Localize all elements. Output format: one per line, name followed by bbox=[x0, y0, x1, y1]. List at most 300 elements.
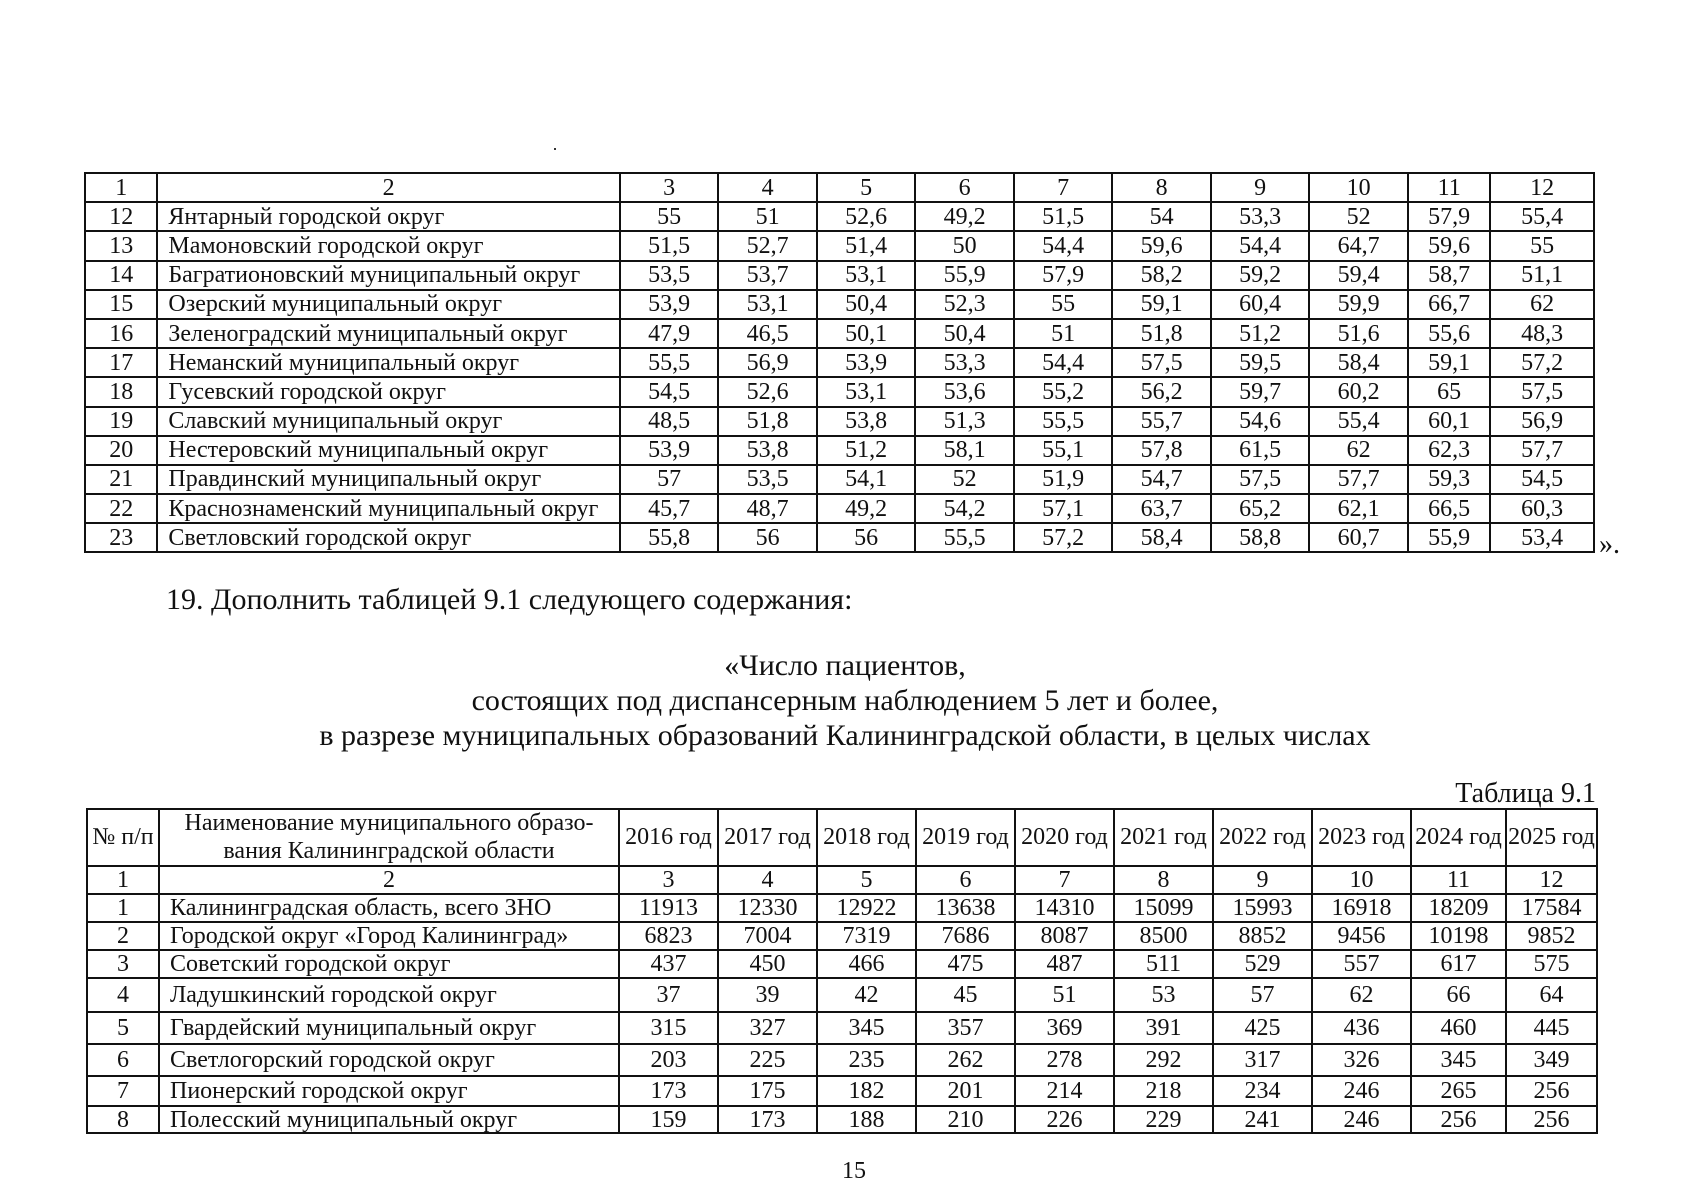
value-cell: 10 bbox=[1312, 866, 1411, 894]
value-cell: 159 bbox=[619, 1106, 718, 1133]
value-cell: 12330 bbox=[718, 894, 817, 922]
name-cell: Правдинский муниципальный округ bbox=[157, 465, 619, 494]
value-cell: 357 bbox=[916, 1012, 1015, 1044]
value-cell: 52,3 bbox=[915, 290, 1014, 319]
value-cell: 182 bbox=[817, 1076, 916, 1106]
value-cell: 55,8 bbox=[620, 523, 719, 552]
column-number-row bbox=[85, 173, 1594, 202]
value-cell: 53,9 bbox=[620, 290, 719, 319]
name-cell: Краснознаменский муниципальный округ bbox=[157, 494, 619, 523]
value-cell: 65 bbox=[1408, 377, 1490, 406]
name-cell: Гусевский городской округ bbox=[157, 377, 619, 406]
value-cell: 57,1 bbox=[1014, 494, 1113, 523]
name-cell: Славский муниципальный округ bbox=[157, 407, 619, 436]
value-cell: 59,1 bbox=[1112, 290, 1211, 319]
value-cell: 51,2 bbox=[817, 436, 916, 465]
value-cell: 58,4 bbox=[1309, 348, 1408, 377]
value-cell: 55,5 bbox=[1014, 407, 1113, 436]
value-cell: 2025 год bbox=[1506, 809, 1597, 866]
value-cell: 292 bbox=[1114, 1044, 1213, 1076]
name-cell: Городской округ «Город Калининград» bbox=[159, 922, 619, 950]
value-cell: 6 bbox=[916, 866, 1015, 894]
value-cell: 58,8 bbox=[1211, 523, 1310, 552]
number-cell: 1 bbox=[87, 894, 159, 922]
table-row bbox=[85, 494, 1594, 523]
value-cell: 53 bbox=[1114, 978, 1213, 1012]
value-cell: 2019 год bbox=[916, 809, 1015, 866]
value-cell: 58,4 bbox=[1112, 523, 1211, 552]
number-cell: 8 bbox=[87, 1106, 159, 1133]
value-cell: 45,7 bbox=[620, 494, 719, 523]
value-cell: 48,5 bbox=[620, 407, 719, 436]
name-cell: Светловский городской округ bbox=[157, 523, 619, 552]
value-cell: 2021 год bbox=[1114, 809, 1213, 866]
value-cell: 234 bbox=[1213, 1076, 1312, 1106]
value-cell: 55 bbox=[620, 202, 719, 231]
table-row bbox=[87, 1106, 1597, 1133]
table-row bbox=[85, 319, 1594, 348]
value-cell: 39 bbox=[718, 978, 817, 1012]
table-row bbox=[85, 465, 1594, 494]
value-cell: 210 bbox=[916, 1106, 1015, 1133]
value-cell: 57,9 bbox=[1408, 202, 1490, 231]
value-cell: 55,4 bbox=[1309, 407, 1408, 436]
value-cell: 57,5 bbox=[1490, 377, 1594, 406]
value-cell: 58,7 bbox=[1408, 261, 1490, 290]
table-row bbox=[87, 978, 1597, 1012]
value-cell: 201 bbox=[916, 1076, 1015, 1106]
value-cell: 17584 bbox=[1506, 894, 1597, 922]
value-cell: 52,7 bbox=[718, 231, 817, 260]
value-cell: 9456 bbox=[1312, 922, 1411, 950]
value-cell: 229 bbox=[1114, 1106, 1213, 1133]
table-9-1 bbox=[86, 808, 1598, 1134]
value-cell: 58,2 bbox=[1112, 261, 1211, 290]
value-cell: 13638 bbox=[916, 894, 1015, 922]
value-cell: 59,1 bbox=[1408, 348, 1490, 377]
value-cell: 557 bbox=[1312, 950, 1411, 978]
value-cell: 50,4 bbox=[817, 290, 916, 319]
value-cell: 203 bbox=[619, 1044, 718, 1076]
value-cell: 437 bbox=[619, 950, 718, 978]
table-label: Таблица 9.1 bbox=[1455, 778, 1596, 809]
value-cell: 54,1 bbox=[817, 465, 916, 494]
value-cell: 278 bbox=[1015, 1044, 1114, 1076]
value-cell: 9 bbox=[1213, 866, 1312, 894]
value-cell: 349 bbox=[1506, 1044, 1597, 1076]
value-cell: 58,1 bbox=[915, 436, 1014, 465]
page-number: 15 bbox=[842, 1158, 866, 1184]
value-cell: 14310 bbox=[1015, 894, 1114, 922]
value-cell: 55,7 bbox=[1112, 407, 1211, 436]
title-line: состоящих под диспансерным наблюдением 5 лет и более, bbox=[471, 684, 1219, 717]
value-cell: 7319 bbox=[817, 922, 916, 950]
value-cell: 51,3 bbox=[915, 407, 1014, 436]
number-cell: 20 bbox=[85, 436, 157, 465]
value-cell: 55,5 bbox=[620, 348, 719, 377]
number-cell: 14 bbox=[85, 261, 157, 290]
value-cell: 218 bbox=[1114, 1076, 1213, 1106]
table-row bbox=[85, 290, 1594, 319]
value-cell: 2017 год bbox=[718, 809, 817, 866]
value-cell: 175 bbox=[718, 1076, 817, 1106]
value-cell: 66,7 bbox=[1408, 290, 1490, 319]
value-cell: 53,9 bbox=[817, 348, 916, 377]
value-cell: 617 bbox=[1411, 950, 1506, 978]
value-cell: 10198 bbox=[1411, 922, 1506, 950]
value-cell: 8 bbox=[1114, 866, 1213, 894]
value-cell: 62,1 bbox=[1309, 494, 1408, 523]
value-cell: 54,5 bbox=[1490, 465, 1594, 494]
value-cell: 15993 bbox=[1213, 894, 1312, 922]
value-cell: 425 bbox=[1213, 1012, 1312, 1044]
value-cell: 53,1 bbox=[817, 377, 916, 406]
value-cell: 53,4 bbox=[1490, 523, 1594, 552]
value-cell: 55,4 bbox=[1490, 202, 1594, 231]
value-cell: 327 bbox=[718, 1012, 817, 1044]
value-cell: 50 bbox=[915, 231, 1014, 260]
value-cell: 8087 bbox=[1015, 922, 1114, 950]
value-cell: 51,2 bbox=[1211, 319, 1310, 348]
value-cell: 54 bbox=[1112, 202, 1211, 231]
value-cell: 256 bbox=[1506, 1106, 1597, 1133]
table-row bbox=[85, 436, 1594, 465]
value-cell: 54,4 bbox=[1211, 231, 1310, 260]
value-cell: 55,2 bbox=[1014, 377, 1113, 406]
name-cell: Ладушкинский городской округ bbox=[159, 978, 619, 1012]
value-cell: 51,9 bbox=[1014, 465, 1113, 494]
value-cell: 54,5 bbox=[620, 377, 719, 406]
value-cell: 57,5 bbox=[1112, 348, 1211, 377]
value-cell: 49,2 bbox=[817, 494, 916, 523]
value-cell: 51,8 bbox=[718, 407, 817, 436]
value-cell: 60,3 bbox=[1490, 494, 1594, 523]
value-cell: 59,6 bbox=[1112, 231, 1211, 260]
value-cell: 59,2 bbox=[1211, 261, 1310, 290]
value-cell: 2023 год bbox=[1312, 809, 1411, 866]
number-cell: 5 bbox=[87, 1012, 159, 1044]
table-row bbox=[87, 1044, 1597, 1076]
value-cell: 37 bbox=[619, 978, 718, 1012]
value-cell: 56,2 bbox=[1112, 377, 1211, 406]
number-cell: 12 bbox=[85, 202, 157, 231]
value-cell: 61,5 bbox=[1211, 436, 1310, 465]
value-cell: 55 bbox=[1014, 290, 1113, 319]
value-cell: 475 bbox=[916, 950, 1015, 978]
value-cell: 59,7 bbox=[1211, 377, 1310, 406]
value-cell: 42 bbox=[817, 978, 916, 1012]
value-cell: 317 bbox=[1213, 1044, 1312, 1076]
value-cell: 265 bbox=[1411, 1076, 1506, 1106]
value-cell: 326 bbox=[1312, 1044, 1411, 1076]
value-cell: 64,7 bbox=[1309, 231, 1408, 260]
value-cell: 54,4 bbox=[1014, 348, 1113, 377]
header-row bbox=[87, 809, 1597, 866]
value-cell: 56 bbox=[718, 523, 817, 552]
value-cell: 8500 bbox=[1114, 922, 1213, 950]
table-row bbox=[87, 1012, 1597, 1044]
value-cell: 56,9 bbox=[1490, 407, 1594, 436]
value-cell: 4 bbox=[718, 173, 817, 202]
number-cell: 13 bbox=[85, 231, 157, 260]
value-cell: 62 bbox=[1490, 290, 1594, 319]
value-cell: 57,5 bbox=[1211, 465, 1310, 494]
value-cell: 52 bbox=[915, 465, 1014, 494]
value-cell: 2016 год bbox=[619, 809, 718, 866]
value-cell: 53,6 bbox=[915, 377, 1014, 406]
value-cell: 55 bbox=[1490, 231, 1594, 260]
number-cell: 15 bbox=[85, 290, 157, 319]
value-cell: 9852 bbox=[1506, 922, 1597, 950]
value-cell: 57,9 bbox=[1014, 261, 1113, 290]
value-cell: 59,4 bbox=[1309, 261, 1408, 290]
value-cell: 487 bbox=[1015, 950, 1114, 978]
name-cell: Нестеровский муниципальный округ bbox=[157, 436, 619, 465]
value-cell: 51,1 bbox=[1490, 261, 1594, 290]
value-cell: 57 bbox=[1213, 978, 1312, 1012]
table-row bbox=[85, 348, 1594, 377]
value-cell: 57,2 bbox=[1490, 348, 1594, 377]
value-cell: 173 bbox=[718, 1106, 817, 1133]
value-cell: 48,7 bbox=[718, 494, 817, 523]
value-cell: 436 bbox=[1312, 1012, 1411, 1044]
value-cell: 66,5 bbox=[1408, 494, 1490, 523]
value-cell: 50,1 bbox=[817, 319, 916, 348]
value-cell: 62 bbox=[1312, 978, 1411, 1012]
value-cell: 60,1 bbox=[1408, 407, 1490, 436]
value-cell: 369 bbox=[1015, 1012, 1114, 1044]
value-cell: 8 bbox=[1112, 173, 1211, 202]
name-cell: 2 bbox=[159, 866, 619, 894]
value-cell: 53,3 bbox=[1211, 202, 1310, 231]
value-cell: 2022 год bbox=[1213, 809, 1312, 866]
value-cell: 226 bbox=[1015, 1106, 1114, 1133]
value-cell: 188 bbox=[817, 1106, 916, 1133]
value-cell: 59,5 bbox=[1211, 348, 1310, 377]
value-cell: 57,7 bbox=[1490, 436, 1594, 465]
value-cell: 51,4 bbox=[817, 231, 916, 260]
value-cell: 15099 bbox=[1114, 894, 1213, 922]
name-cell: Полесский муниципальный округ bbox=[159, 1106, 619, 1133]
table-row bbox=[85, 231, 1594, 260]
value-cell: 7686 bbox=[916, 922, 1015, 950]
value-cell: 7 bbox=[1014, 173, 1113, 202]
value-cell: 460 bbox=[1411, 1012, 1506, 1044]
value-cell: 55,9 bbox=[915, 261, 1014, 290]
value-cell: 18209 bbox=[1411, 894, 1506, 922]
value-cell: 56 bbox=[817, 523, 916, 552]
name-cell: Советский городской округ bbox=[159, 950, 619, 978]
value-cell: 54,6 bbox=[1211, 407, 1310, 436]
table-row bbox=[85, 261, 1594, 290]
name-cell: Калининградская область, всего ЗНО bbox=[159, 894, 619, 922]
value-cell: 50,4 bbox=[915, 319, 1014, 348]
value-cell: 5 bbox=[817, 173, 916, 202]
value-cell: 54,2 bbox=[915, 494, 1014, 523]
value-cell: 4 bbox=[718, 866, 817, 894]
value-cell: 3 bbox=[620, 173, 719, 202]
number-cell: 17 bbox=[85, 348, 157, 377]
value-cell: 11913 bbox=[619, 894, 718, 922]
value-cell: 59,6 bbox=[1408, 231, 1490, 260]
value-cell: 49,2 bbox=[915, 202, 1014, 231]
name-cell: Светлогорский городской округ bbox=[159, 1044, 619, 1076]
value-cell: 11 bbox=[1411, 866, 1506, 894]
value-cell: 9 bbox=[1211, 173, 1310, 202]
number-cell: 1 bbox=[85, 173, 157, 202]
value-cell: 5 bbox=[817, 866, 916, 894]
value-cell: 51,5 bbox=[620, 231, 719, 260]
value-cell: 262 bbox=[916, 1044, 1015, 1076]
value-cell: 51,8 bbox=[1112, 319, 1211, 348]
value-cell: 51,5 bbox=[1014, 202, 1113, 231]
value-cell: 10 bbox=[1309, 173, 1408, 202]
value-cell: 54,4 bbox=[1014, 231, 1113, 260]
name-cell: 2 bbox=[157, 173, 619, 202]
value-cell: 345 bbox=[1411, 1044, 1506, 1076]
value-cell: 51,6 bbox=[1309, 319, 1408, 348]
value-cell: 45 bbox=[916, 978, 1015, 1012]
value-cell: 466 bbox=[817, 950, 916, 978]
value-cell: 12 bbox=[1490, 173, 1594, 202]
value-cell: 16918 bbox=[1312, 894, 1411, 922]
value-cell: 53,1 bbox=[718, 290, 817, 319]
number-cell: 4 bbox=[87, 978, 159, 1012]
value-cell: 345 bbox=[817, 1012, 916, 1044]
value-cell: 65,2 bbox=[1211, 494, 1310, 523]
name-cell: Пионерский городской округ bbox=[159, 1076, 619, 1106]
value-cell: 57,7 bbox=[1309, 465, 1408, 494]
value-cell: 53,7 bbox=[718, 261, 817, 290]
value-cell: 55,1 bbox=[1014, 436, 1113, 465]
value-cell: 62 bbox=[1309, 436, 1408, 465]
name-cell: Мамоновский городской округ bbox=[157, 231, 619, 260]
table-title bbox=[100, 648, 1590, 753]
value-cell: 529 bbox=[1213, 950, 1312, 978]
name-cell: Багратионовский муниципальный округ bbox=[157, 261, 619, 290]
value-cell: 53,3 bbox=[915, 348, 1014, 377]
value-cell: 6 bbox=[915, 173, 1014, 202]
value-cell: 7 bbox=[1015, 866, 1114, 894]
value-cell: 51 bbox=[1014, 319, 1113, 348]
value-cell: 53,8 bbox=[718, 436, 817, 465]
column-number-row bbox=[87, 866, 1597, 894]
value-cell: 62,3 bbox=[1408, 436, 1490, 465]
number-cell: 21 bbox=[85, 465, 157, 494]
table-row bbox=[85, 407, 1594, 436]
value-cell: 246 bbox=[1312, 1076, 1411, 1106]
number-cell: 16 bbox=[85, 319, 157, 348]
value-cell: 57,2 bbox=[1014, 523, 1113, 552]
number-cell: 3 bbox=[87, 950, 159, 978]
table-row bbox=[85, 377, 1594, 406]
value-cell: 60,7 bbox=[1309, 523, 1408, 552]
table-row bbox=[85, 202, 1594, 231]
number-cell: 22 bbox=[85, 494, 157, 523]
value-cell: 2024 год bbox=[1411, 809, 1506, 866]
value-cell: 12 bbox=[1506, 866, 1597, 894]
closing-quote: ». bbox=[1599, 529, 1620, 560]
value-cell: 445 bbox=[1506, 1012, 1597, 1044]
value-cell: 56,9 bbox=[718, 348, 817, 377]
number-cell: 7 bbox=[87, 1076, 159, 1106]
value-cell: 53,8 bbox=[817, 407, 916, 436]
value-cell: 241 bbox=[1213, 1106, 1312, 1133]
name-cell: Наименование муниципального образо- вания Калининградской области bbox=[159, 809, 619, 866]
value-cell: 256 bbox=[1506, 1076, 1597, 1106]
value-cell: 575 bbox=[1506, 950, 1597, 978]
value-cell: 57 bbox=[620, 465, 719, 494]
value-cell: 225 bbox=[718, 1044, 817, 1076]
value-cell: 315 bbox=[619, 1012, 718, 1044]
value-cell: 53,5 bbox=[718, 465, 817, 494]
value-cell: 52,6 bbox=[817, 202, 916, 231]
value-cell: 235 bbox=[817, 1044, 916, 1076]
title-line: «Число пациентов, bbox=[724, 649, 966, 682]
table-continuation bbox=[84, 172, 1595, 553]
value-cell: 53,9 bbox=[620, 436, 719, 465]
value-cell: 59,3 bbox=[1408, 465, 1490, 494]
value-cell: 2020 год bbox=[1015, 809, 1114, 866]
table-row bbox=[87, 894, 1597, 922]
value-cell: 51 bbox=[718, 202, 817, 231]
value-cell: 52,6 bbox=[718, 377, 817, 406]
number-cell: 2 bbox=[87, 922, 159, 950]
title-line: в разрезе муниципальных образований Калининградской области, в целых числах bbox=[319, 719, 1371, 752]
value-cell: 7004 bbox=[718, 922, 817, 950]
name-cell: Янтарный городской округ bbox=[157, 202, 619, 231]
number-cell: 6 bbox=[87, 1044, 159, 1076]
value-cell: 55,9 bbox=[1408, 523, 1490, 552]
stray-dot bbox=[554, 148, 556, 150]
table-row bbox=[87, 922, 1597, 950]
table-row bbox=[85, 523, 1594, 552]
name-cell: Неманский муниципальный округ bbox=[157, 348, 619, 377]
value-cell: 450 bbox=[718, 950, 817, 978]
value-cell: 57,8 bbox=[1112, 436, 1211, 465]
value-cell: 246 bbox=[1312, 1106, 1411, 1133]
value-cell: 2018 год bbox=[817, 809, 916, 866]
value-cell: 66 bbox=[1411, 978, 1506, 1012]
value-cell: 59,9 bbox=[1309, 290, 1408, 319]
number-cell: 23 bbox=[85, 523, 157, 552]
value-cell: 48,3 bbox=[1490, 319, 1594, 348]
value-cell: 6823 bbox=[619, 922, 718, 950]
value-cell: 63,7 bbox=[1112, 494, 1211, 523]
value-cell: 3 bbox=[619, 866, 718, 894]
name-cell: Зеленоградский муниципальный округ bbox=[157, 319, 619, 348]
value-cell: 60,2 bbox=[1309, 377, 1408, 406]
value-cell: 55,5 bbox=[915, 523, 1014, 552]
value-cell: 12922 bbox=[817, 894, 916, 922]
value-cell: 51 bbox=[1015, 978, 1114, 1012]
value-cell: 391 bbox=[1114, 1012, 1213, 1044]
value-cell: 173 bbox=[619, 1076, 718, 1106]
value-cell: 55,6 bbox=[1408, 319, 1490, 348]
value-cell: 53,5 bbox=[620, 261, 719, 290]
value-cell: 8852 bbox=[1213, 922, 1312, 950]
value-cell: 214 bbox=[1015, 1076, 1114, 1106]
number-cell: 18 bbox=[85, 377, 157, 406]
value-cell: 64 bbox=[1506, 978, 1597, 1012]
value-cell: 11 bbox=[1408, 173, 1490, 202]
value-cell: 46,5 bbox=[718, 319, 817, 348]
table-row bbox=[87, 1076, 1597, 1106]
value-cell: 53,1 bbox=[817, 261, 916, 290]
value-cell: 60,4 bbox=[1211, 290, 1310, 319]
paragraph-19: 19. Дополнить таблицей 9.1 следующего содержания: bbox=[166, 583, 853, 616]
table-row bbox=[87, 950, 1597, 978]
